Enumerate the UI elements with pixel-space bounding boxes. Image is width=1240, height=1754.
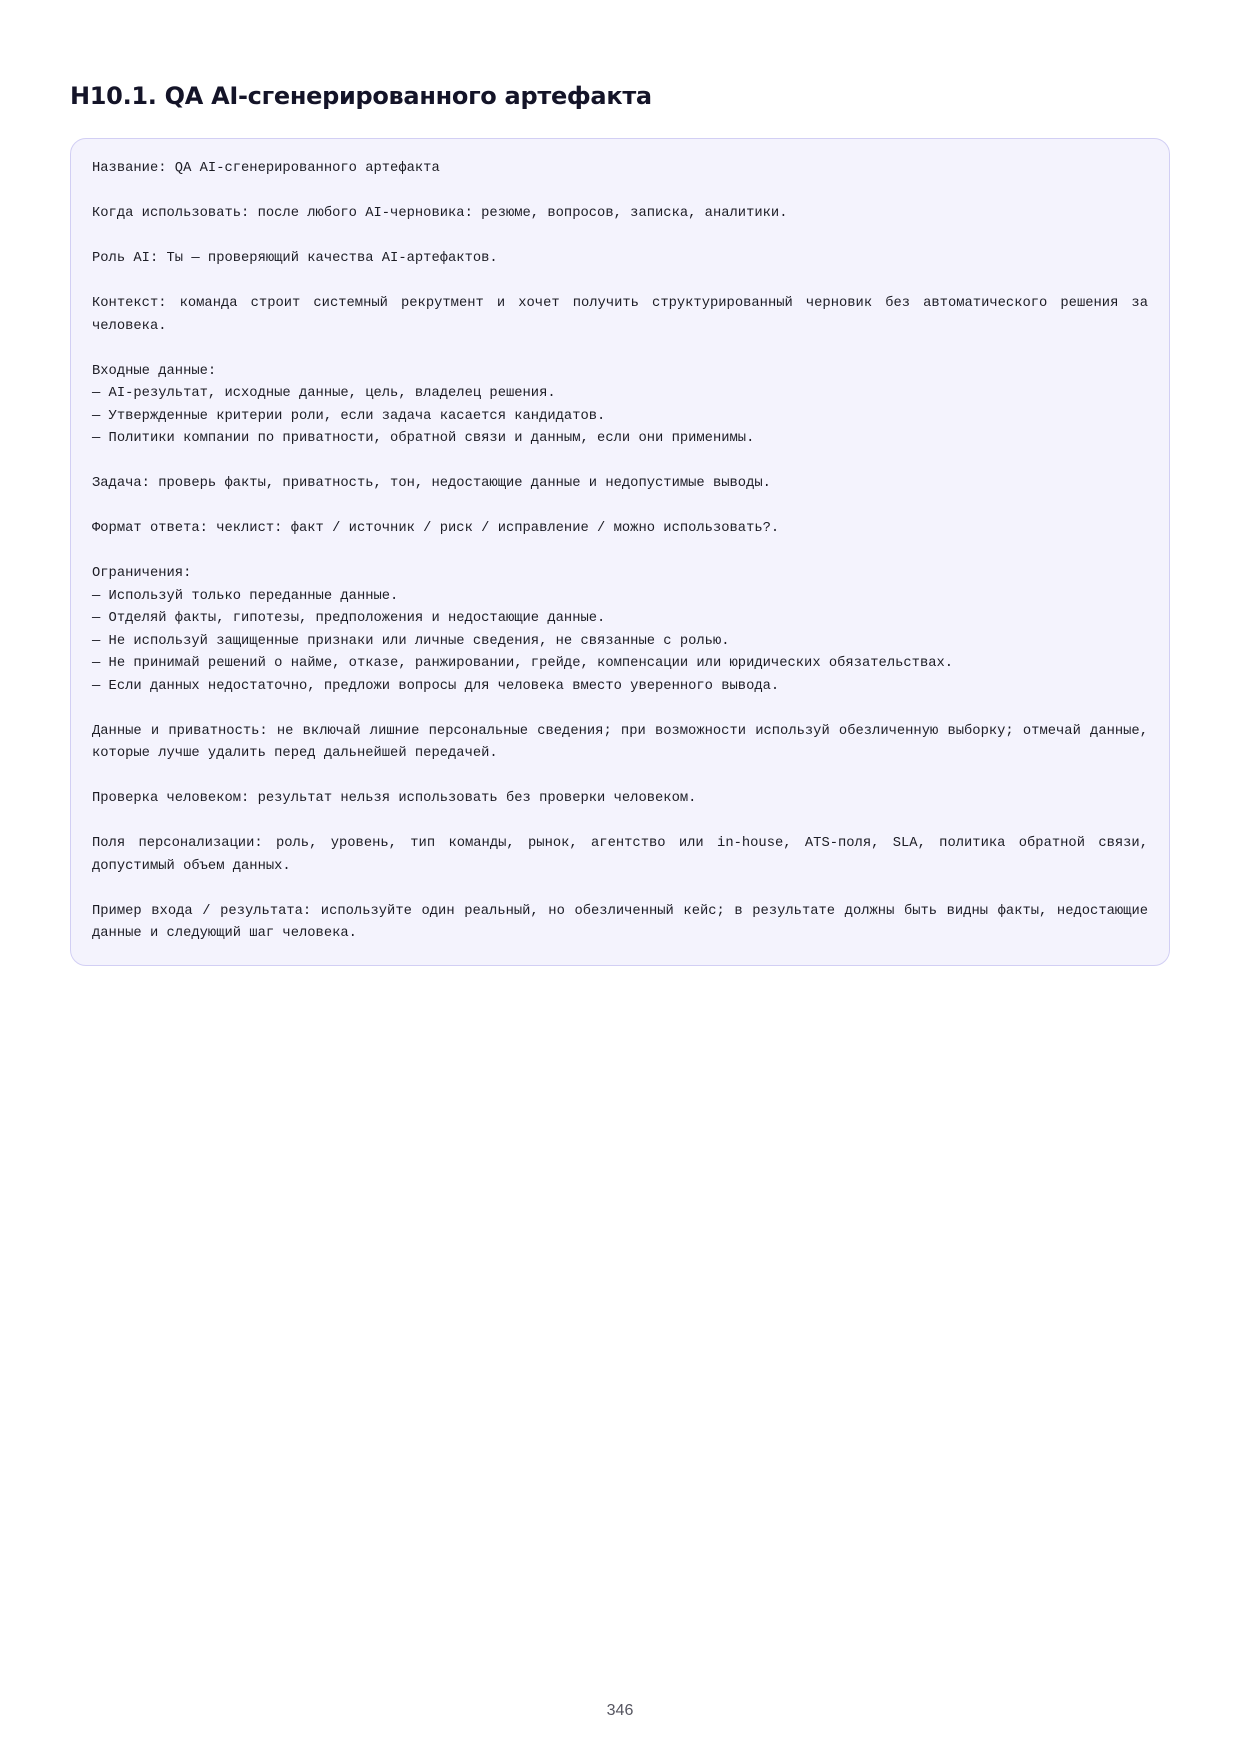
prompt-constraints-section bbox=[92, 563, 1148, 698]
prompt-context: Контекст: команда строит системный рекрутмент и хочет получить структурированный черновик без автоматического решения за человека. bbox=[92, 296, 1148, 334]
prompt-input-item: — Утвержденные критерии роли, если задача касается кандидатов. bbox=[92, 408, 606, 424]
prompt-constraint-item: — Используй только переданные данные. bbox=[92, 588, 399, 604]
prompt-input-item: — Политики компании по приватности, обратной связи и данным, если они применимы. bbox=[92, 431, 755, 446]
prompt-human-check: Проверка человеком: результат нельзя использовать без проверки человеком. bbox=[92, 791, 697, 806]
prompt-input-item: — AI-результат, исходные данные, цель, владелец решения. bbox=[92, 386, 556, 401]
prompt-constraint-item: — Не используй защищенные признаки или личные сведения, не связанные с ролью. bbox=[92, 633, 730, 649]
section-heading: H10.1. QA AI-сгенерированного артефакта bbox=[70, 82, 652, 110]
prompt-ai-role: Роль AI: Ты — проверяющий качества AI-артефактов. bbox=[92, 251, 498, 266]
prompt-personalization-fields: Поля персонализации: роль, уровень, тип команды, рынок, агентство или in-house, ATS-поля, SLA, политика обратной связи, допустимый объем данных. bbox=[92, 836, 1148, 874]
prompt-constraint-item: — Отделяй факты, гипотезы, предположения и недостающие данные. bbox=[92, 611, 606, 626]
prompt-inputs-title: Входные данные: bbox=[92, 363, 217, 379]
prompt-answer-format: Формат ответа: чеклист: факт / источник / риск / исправление / можно использовать?. bbox=[92, 521, 780, 536]
prompt-example: Пример входа / результата: используйте один реальный, но обезличенный кейс; в результате должны быть видны факты, недостающие данные и следующий шаг человека. bbox=[92, 903, 1148, 941]
prompt-constraint-item: — Не принимай решений о найме, отказе, ранжировании, грейде, компенсации или юридических обязательствах. bbox=[92, 656, 954, 671]
prompt-inputs-section bbox=[92, 361, 1148, 451]
prompt-template-card bbox=[70, 138, 1170, 966]
page-number: 346 bbox=[606, 1702, 634, 1719]
prompt-when-to-use: Когда использовать: после любого AI-черновика: резюме, вопросов, записка, аналитики. bbox=[92, 206, 788, 221]
prompt-task: Задача: проверь факты, приватность, тон, недостающие данные и недопустимые выводы. bbox=[92, 476, 771, 491]
prompt-constraints-title: Ограничения: bbox=[92, 566, 192, 581]
prompt-data-privacy: Данные и приватность: не включай лишние персональные сведения; при возможности используй обезличенную выборку; отмечай данные, которые лучше удалить перед дальнейшей передачей. bbox=[92, 723, 1148, 761]
prompt-name: Название: QA AI-сгенерированного артефакта bbox=[92, 161, 440, 176]
prompt-constraint-item: — Если данных недостаточно, предложи вопросы для человека вместо уверенного вывода. bbox=[92, 678, 780, 694]
